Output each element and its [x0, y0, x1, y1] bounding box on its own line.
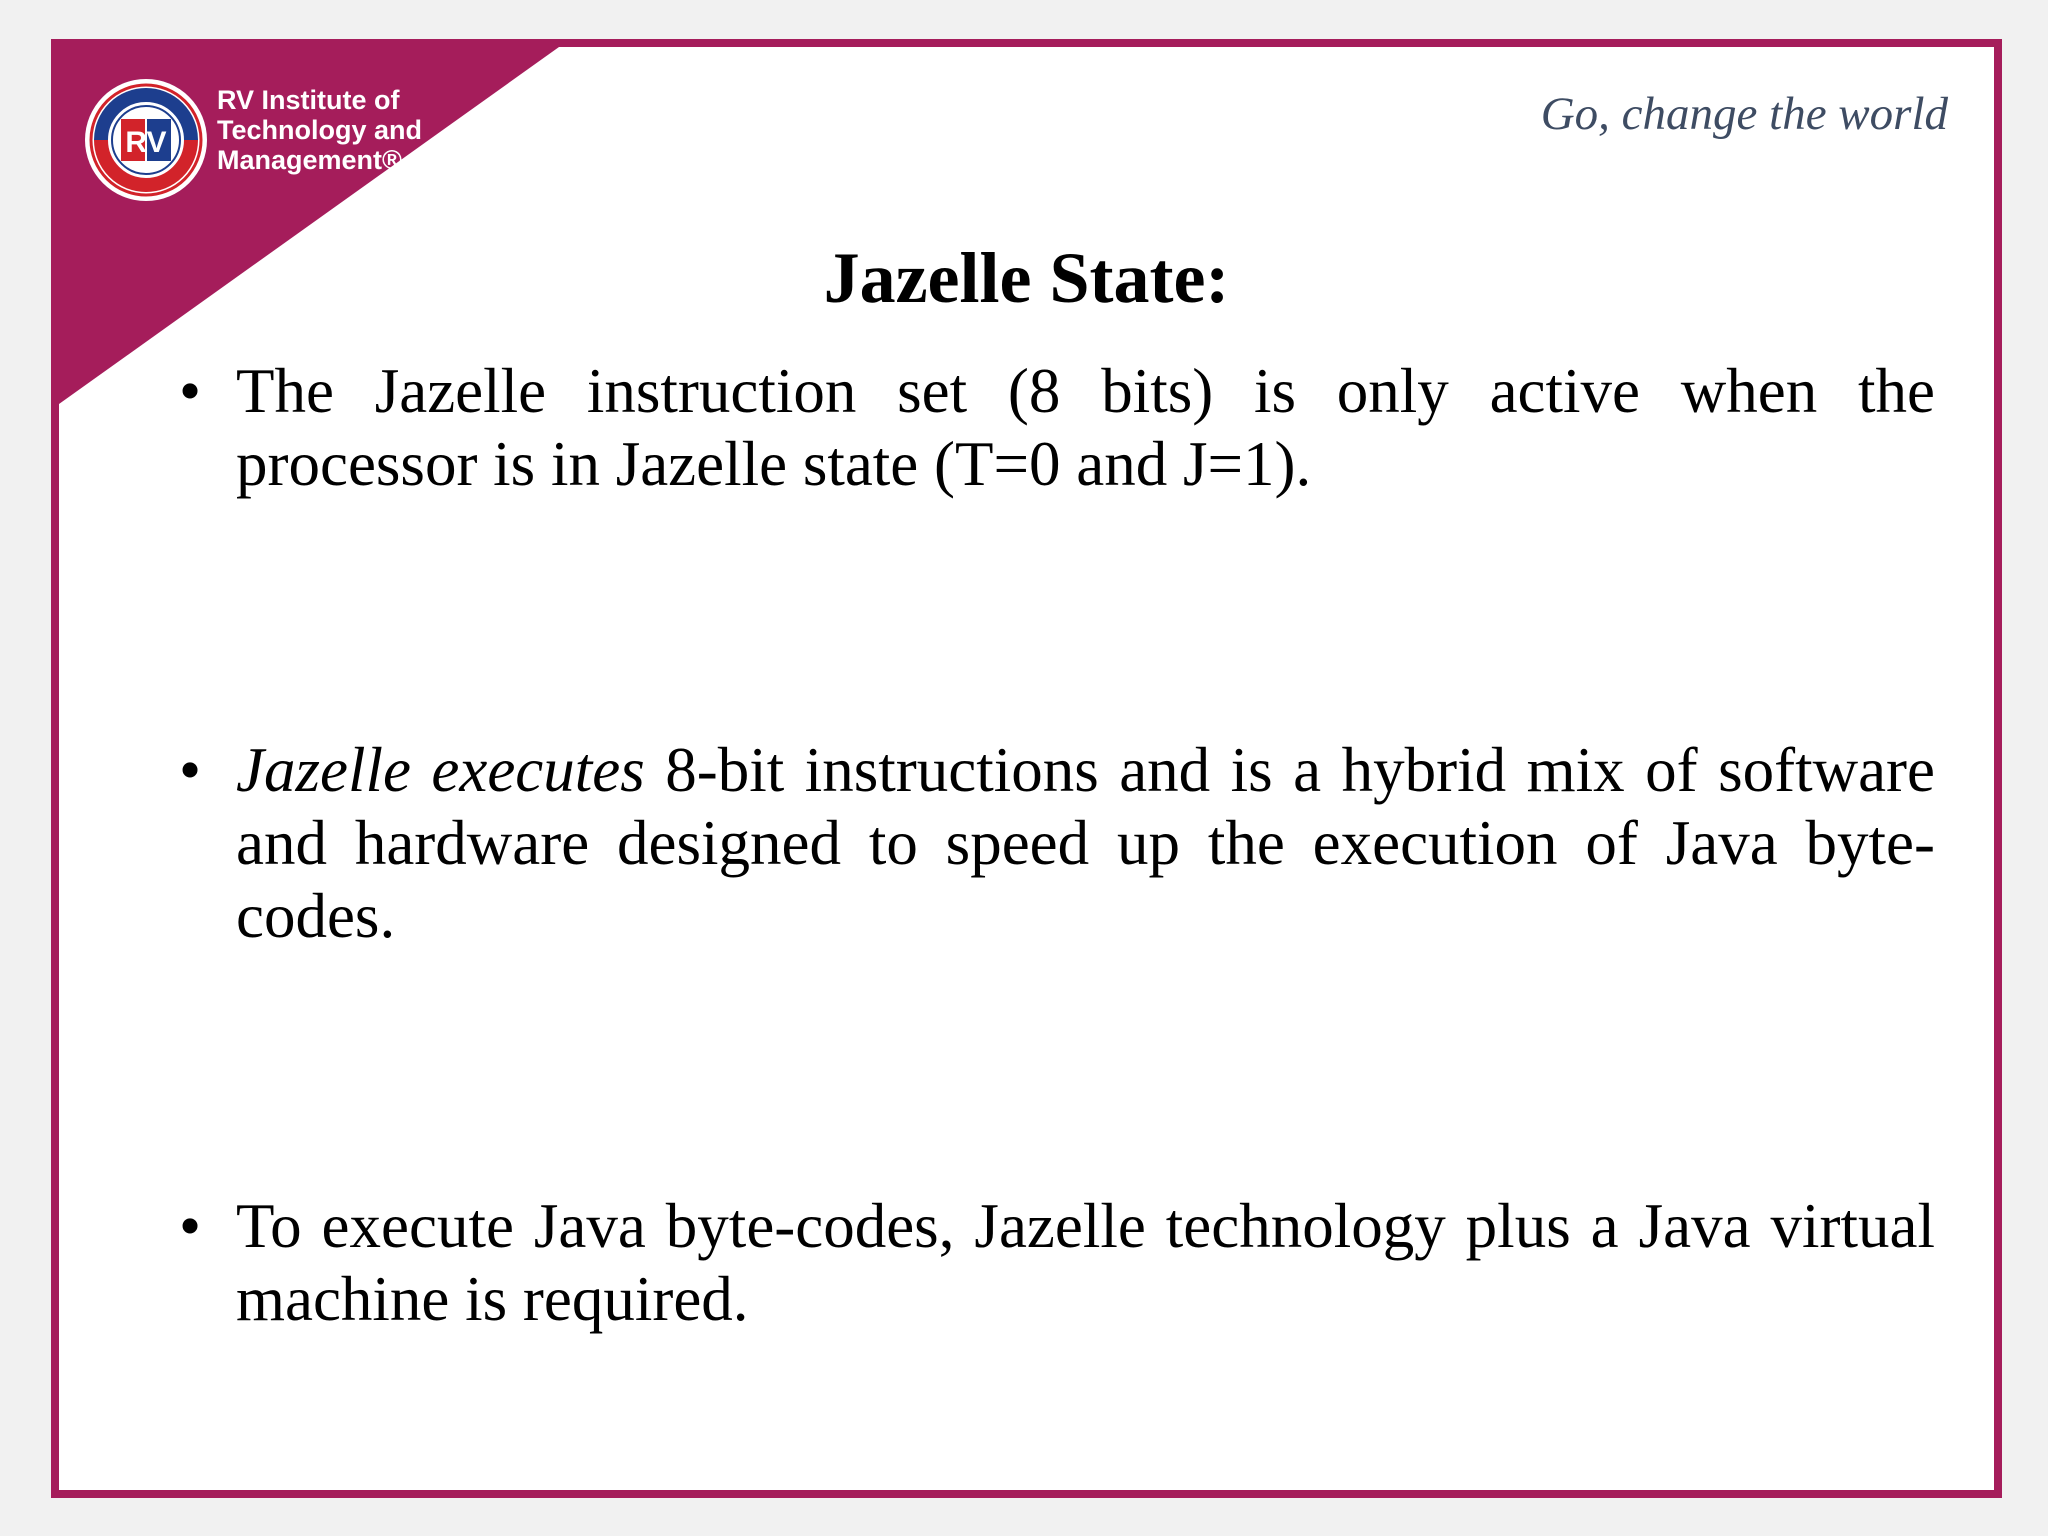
bullet-item [179, 1190, 1935, 1336]
logo-monogram: RV [125, 126, 167, 159]
bullet-marker: • [179, 356, 202, 426]
bullet-marker: • [179, 1191, 202, 1261]
slide-title: Jazelle State: [823, 238, 1230, 318]
bullet-list [59, 47, 1994, 1490]
bullet-marker: • [179, 735, 202, 805]
bullet-text: To execute Java byte-codes, Jazelle technology plus a Java virtual machine is required. [236, 1191, 1935, 1334]
tagline: Go, change the world [1540, 88, 1948, 140]
slide [51, 39, 2002, 1498]
bullet-text: The Jazelle instruction set (8 bits) is only active when the processor is in Jazelle state (T=0 and J=1). [236, 356, 1935, 499]
bullet-item [179, 355, 1935, 501]
bullet-text-container [236, 734, 1935, 953]
institute-name: RV Institute of Technology and Management® [217, 85, 423, 175]
bullet-emphasis: Jazelle executes [236, 735, 645, 805]
bullet-item [179, 734, 1935, 953]
bullet-text: 8-bit instructions and is a hybrid mix of software and hardware designed to speed up the execution of Java byte-codes. [236, 735, 1935, 951]
